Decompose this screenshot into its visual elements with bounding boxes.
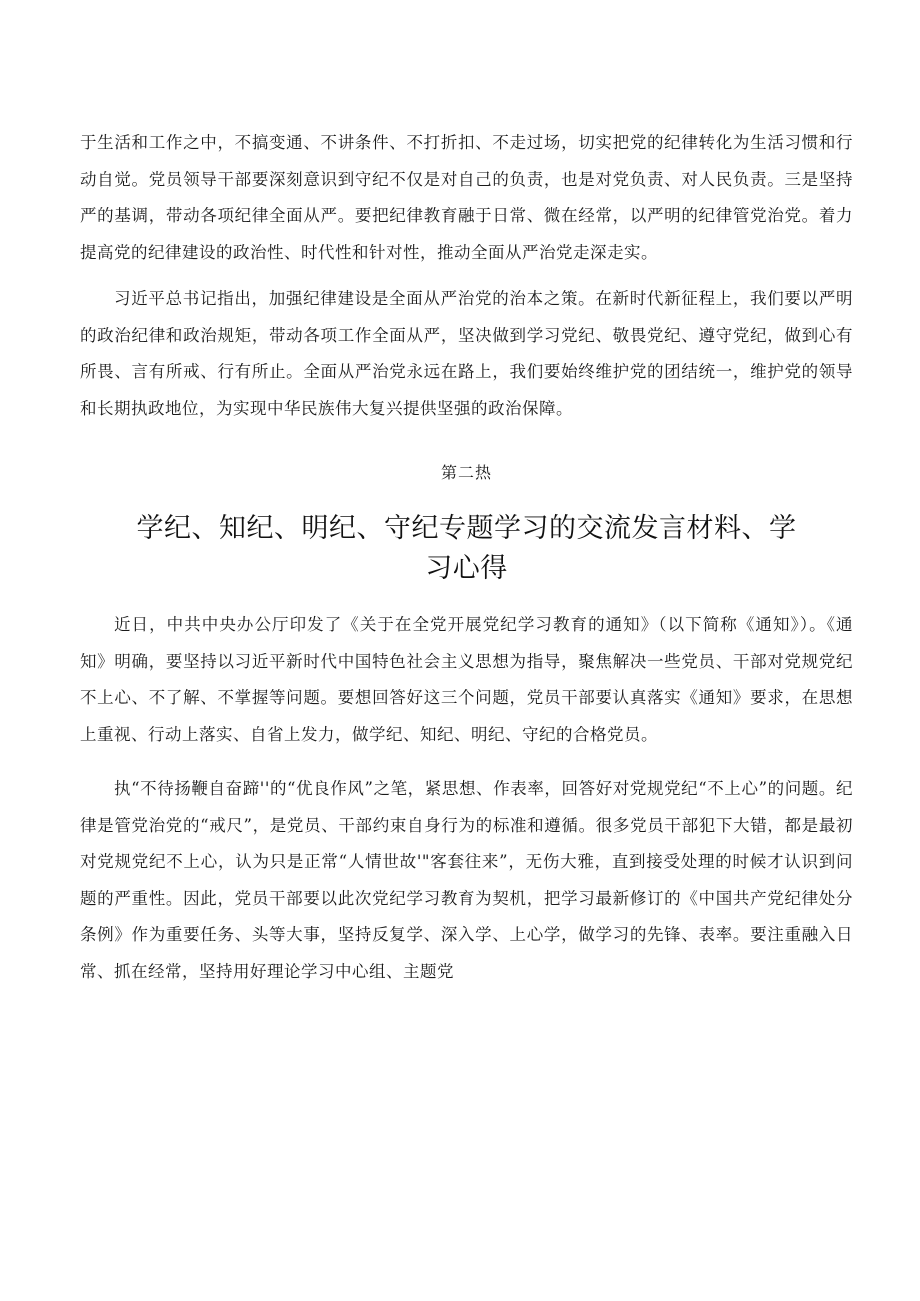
paragraph-continuation: 于生活和工作之中，不搞变通、不讲条件、不打折扣、不走过场，切实把党的纪律转化为生活习惯和行动自觉。党员领导干部要深刻意识到守纪不仅是对自己的负责，也是对党负责、对人民负责。三是坚持严的基调，带动各项纪律全面从严。要把纪律教育融于日常、微在经常，以严明的纪律管党治党。着力提高党的纪律建设的政治性、时代性和针对性，推动全面从严治党走深走实。 [80, 133, 853, 262]
paragraph-general-secretary: 习近平总书记指出，加强纪律建设是全面从严治党的治本之策。在新时代新征程上，我们要以严明的政治纪律和政治规矩，带动各项工作全面从严，坚决做到学习党纪、敬畏党纪、遵守党纪，做到心有所畏、言有所戒、行有所止。全面从严治党永远在路上，我们要始终维护党的团结统一，维护党的领导和长期执政地位，为实现中华民族伟大复兴提供坚强的政治保障。 [80, 289, 853, 418]
paragraph-discipline-attention: 执“不待扬鞭自奋蹄''的“优良作风”之笔，紧思想、作表率，回答好对党规党纪“不上心”的问题。纪律是管党治党的“戒尺”，是党员、干部约束自身行为的标准和遵循。很多党员干部犯下大错，都是最初对党规党纪不上心，认为只是正常“人情世故'"客套往来”，无伤大雅，直到接受处理的时候才认识到问题的严重性。因此，党员干部要以此次党纪学习教育为契机，把学习最新修订的《中国共产党纪律处分条例》作为重要任务、头等大事，坚持反复学、深入学、上心学，做学习的先锋、表率。要注重融入日常、抓在经常，坚持用好理论学习中心组、主题党 [80, 779, 853, 981]
section-label: 第二热 [440, 463, 492, 482]
paragraph-notice-intro: 近日，中共中央办公厅印发了《关于在全党开展党纪学习教育的通知》（以下简称《通知》）。《通知》明确，要坚持以习近平新时代中国特色社会主义思想为指导，聚焦解决一些党员、干部对党规党纪不上心、不了解、不掌握等问题。要想回答好这三个问题，党员干部要认真落实《通知》要求，在思想上重视、行动上落实、自省上发力，做学纪、知纪、明纪、守纪的合格党员。 [80, 615, 853, 744]
document-body [80, 125, 853, 990]
article-heading: 学纪、知纪、明纪、守纪专题学习的交流发言材料、学习心得 [136, 513, 797, 584]
